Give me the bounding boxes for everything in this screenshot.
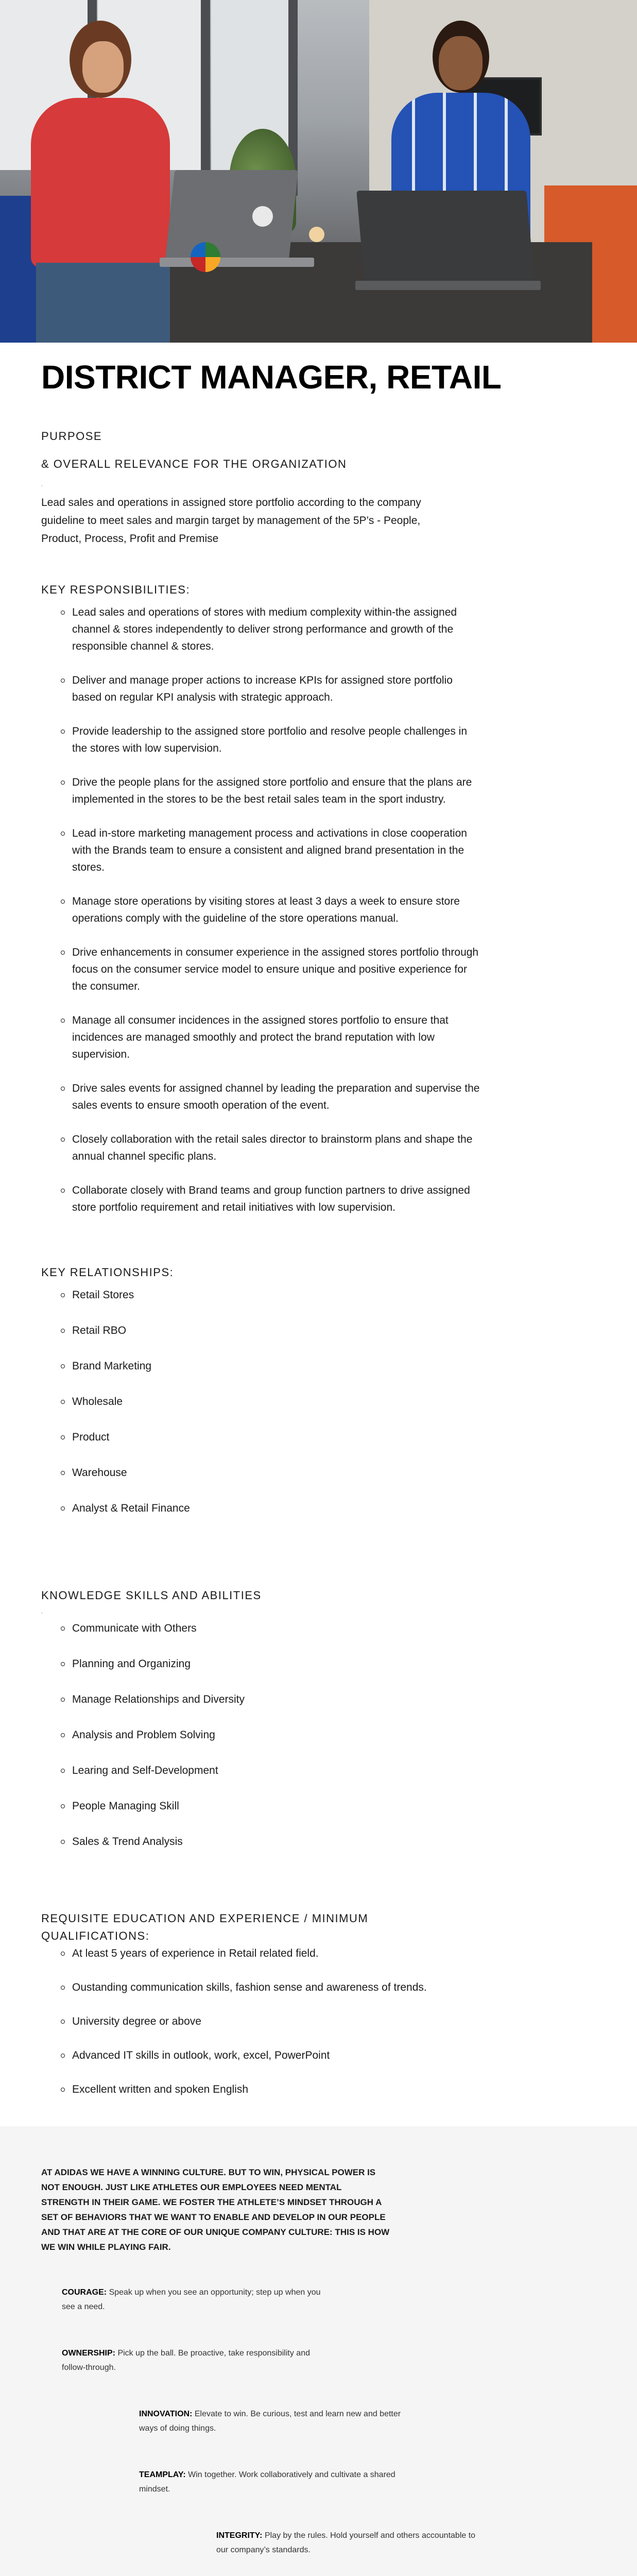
list-item: Manage all consumer incidences in the assigned stores portfolio to ensure that incidences are managed smoothly and protect the brand reputation with low supervision. [61,1012,483,1063]
value-text: Win together. Work collaboratively and cultivate a shared mindset. [139,2470,395,2494]
list-item: Brand Marketing [61,1358,483,1375]
list-item: Advanced IT skills in outlook, work, excel, PowerPoint [61,2047,483,2064]
value-text: Speak up when you see an opportunity; step up when you see a need. [62,2288,321,2311]
responsibilities-label: KEY RESPONSIBILITIES: [41,583,191,596]
list-item: Retail Stores [61,1286,483,1303]
list-item: Planning and Organizing [61,1655,483,1672]
list-item: Lead sales and operations of stores with medium complexity within-the assigned channel & stores independently to deliver strong performance and growth of the responsible channel & stores. [61,604,483,655]
purpose-label-sub: & OVERALL RELEVANCE FOR THE ORGANIZATION [41,457,347,470]
list-item: Drive sales events for assigned channel by leading the preparation and supervise the sales events to ensure smooth operation of the event. [61,1080,483,1114]
purpose-label: PURPOSE [41,430,102,443]
list-item: Retail RBO [61,1322,483,1339]
culture-intro: AT ADIDAS WE HAVE A WINNING CULTURE. BUT TO WIN, PHYSICAL POWER IS NOT ENOUGH. JUST LIKE ATHLETES OUR EMPLOYEES NEED MENTAL STRENGTH IN THEIR GAME. WE FOSTER THE ATHLETE’S MINDSET THROUGH A SET OF BEHAVIORS THAT WE WANT TO ENABLE AND DEVELOP IN OUR PEOPLE AND THAT ARE AT THE CORE OF OUR UNIQUE COMPANY CULTURE: THIS IS HOW WE WIN WHILE PLAYING FAIR. [41,2167,390,2252]
education-label-sub: QUALIFICATIONS: [41,1929,150,1942]
list-item: Lead in-store marketing management process and activations in close cooperation with the Brands team to ensure a consistent and aligned brand presentation in the stores. [61,825,483,876]
list-item: Collaborate closely with Brand teams and group function partners to drive assigned store portfolio requirement and retail initiatives with low supervision. [61,1182,483,1216]
skills-label: KNOWLEDGE SKILLS AND ABILITIES [41,1589,262,1602]
list-item: Drive the people plans for the assigned store portfolio and ensure that the plans are implemented in the stores to be the best retail sales team in the sport industry. [61,774,483,808]
education-list [41,1945,483,2098]
list-item: Communicate with Others [61,1620,483,1637]
purpose-mark: ‚ [41,480,43,487]
education-label: REQUISITE EDUCATION AND EXPERIENCE / MINIMUM [41,1912,369,1925]
list-item: Closely collaboration with the retail sales director to brainstorm plans and shape the annual channel specific plans. [61,1131,483,1165]
value-name: TEAMPLAY: [139,2470,186,2479]
value-text: Play by the rules. Hold yourself and others accountable to our company’s standards. [216,2531,476,2554]
value-text: Elevate to win. Be curious, test and learn new and better ways of doing things. [139,2410,401,2433]
value-teamplay [139,2468,407,2497]
list-item: Drive enhancements in consumer experience in the assigned stores portfolio through focus on the consumer service model to ensure unique and positive experience for the consumer. [61,944,483,995]
list-item: Learing and Self-Development [61,1762,483,1779]
value-name: INNOVATION: [139,2410,193,2418]
culture-section [0,2126,637,2576]
value-ownership [62,2346,330,2375]
hero-image [0,0,637,343]
list-item: Manage store operations by visiting stores at least 3 days a week to ensure store operations comply with the guideline of the store operations manual. [61,893,483,927]
relationships-label: KEY RELATIONSHIPS: [41,1266,174,1279]
skills-mark: ‚ [41,1607,43,1615]
list-item: Provide leadership to the assigned store portfolio and resolve people challenges in the stores with low supervision. [61,723,483,757]
relationships-list [41,1286,483,1517]
value-text: Pick up the ball. Be proactive, take responsibility and follow-through. [62,2349,310,2372]
value-innovation [139,2407,407,2436]
list-item: Manage Relationships and Diversity [61,1691,483,1708]
list-item: University degree or above [61,2013,483,2030]
value-integrity [216,2529,484,2557]
value-name: OWNERSHIP: [62,2349,115,2358]
list-item: Product [61,1429,483,1446]
value-name: COURAGE: [62,2288,107,2297]
purpose-text: Lead sales and operations in assigned store portfolio according to the company guideline to meet sales and margin target by management of the 5P’s - People, Product, Process, Profit and Premise [41,497,421,545]
skills-list [41,1620,483,1850]
list-item: Analyst & Retail Finance [61,1500,483,1517]
responsibilities-list [41,604,483,1216]
list-item: Deliver and manage proper actions to increase KPIs for assigned store portfolio based on regular KPI analysis with strategic approach. [61,672,483,706]
list-item: Wholesale [61,1393,483,1410]
list-item: At least 5 years of experience in Retail related field. [61,1945,483,1962]
list-item: Sales & Trend Analysis [61,1833,483,1850]
list-item: Warehouse [61,1464,483,1481]
value-courage [62,2285,330,2314]
list-item: People Managing Skill [61,1798,483,1815]
value-name: INTEGRITY: [216,2531,263,2540]
job-title: DISTRICT MANAGER, RETAIL [41,359,502,396]
list-item: Analysis and Problem Solving [61,1726,483,1743]
list-item: Excellent written and spoken English [61,2081,483,2098]
list-item: Oustanding communication skills, fashion sense and awareness of trends. [61,1979,483,1996]
